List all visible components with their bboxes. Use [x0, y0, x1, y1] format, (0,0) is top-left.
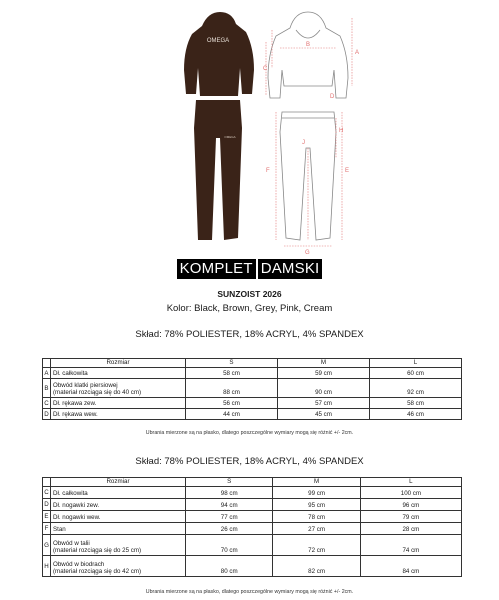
dim-label-c: C [263, 66, 268, 72]
table-row [43, 499, 462, 511]
row-code: H [43, 556, 51, 577]
dim-label-j: J [302, 140, 305, 146]
dim-label-f: F [266, 168, 270, 174]
value-l: 100 cm [360, 487, 461, 499]
product-colors: Kolor: Black, Brown, Grey, Pink, Cream [166, 303, 333, 314]
row-label: Dł. rękawa wew. [51, 409, 186, 420]
row-code: B [43, 379, 51, 398]
row-code: G [43, 535, 51, 556]
value-l: 84 cm [360, 556, 461, 577]
product-photo [184, 12, 254, 240]
table-row [43, 487, 462, 499]
size-header-l: L [360, 478, 461, 487]
row-label [51, 535, 186, 556]
dim-label-g: G [305, 250, 310, 256]
value-l: 92 cm [370, 379, 462, 398]
value-l: 74 cm [360, 535, 461, 556]
dim-label-b: B [306, 42, 311, 48]
value-s: 94 cm [186, 499, 273, 511]
value-m: 45 cm [278, 409, 370, 420]
table-row [43, 398, 462, 409]
product-image-area [180, 8, 394, 256]
measurement-note: Ubrania mierzone są na płasko, dlatego poszczególne wymiary mogą się różnić +/- 2cm. [145, 430, 354, 436]
row-label-main: Obwód w talii [53, 540, 90, 547]
row-label [51, 379, 186, 398]
row-code: C [44, 399, 49, 407]
bottom-size-table [42, 477, 462, 577]
value-s: 44 cm [186, 409, 278, 420]
row-label-main: Obwód w biodrach [53, 561, 105, 568]
bottom-composition: Skład: 78% POLIESTER, 18% ACRYL, 4% SPANDEX [135, 456, 364, 467]
row-label: Dł. nogawki wew. [51, 511, 186, 523]
value-l: 60 cm [370, 368, 462, 379]
value-s: 77 cm [186, 511, 273, 523]
value-s: 26 cm [186, 523, 273, 535]
value-m: 82 cm [273, 556, 360, 577]
row-label-note: (materiał rozciąga się do 40 cm) [53, 389, 142, 396]
row-code: A [44, 369, 49, 377]
value-s: 56 cm [186, 398, 278, 409]
row-label: Stan [51, 523, 186, 535]
table-row [43, 511, 462, 523]
table-row [43, 368, 462, 379]
top-composition: Skład: 78% POLIESTER, 18% ACRYL, 4% SPANDEX [135, 329, 364, 340]
value-s: 88 cm [186, 379, 278, 398]
value-l: 96 cm [360, 499, 461, 511]
value-l: 46 cm [370, 409, 462, 420]
value-l: 28 cm [360, 523, 461, 535]
size-header-s: S [186, 478, 273, 487]
dim-label-h: H [339, 128, 344, 134]
size-header-m: M [278, 359, 370, 368]
table-row [43, 409, 462, 420]
dim-label-a: A [355, 50, 360, 56]
row-code: E [43, 511, 51, 523]
row-label: Dł. całkowita [51, 368, 186, 379]
pants-photo [194, 100, 242, 240]
value-s: 70 cm [186, 535, 273, 556]
size-header-s: S [186, 359, 278, 368]
size-header-l: L [370, 359, 462, 368]
table-header-row [43, 478, 462, 487]
top-size-table [42, 358, 462, 420]
size-header-m: M [273, 478, 360, 487]
value-m: 72 cm [273, 535, 360, 556]
table-row [43, 523, 462, 535]
title-word-1: KOMPLET [177, 259, 256, 279]
dim-label-e: E [345, 168, 350, 174]
value-m: 27 cm [273, 523, 360, 535]
dimension-labels [263, 42, 359, 256]
table-row [43, 379, 462, 398]
row-label: Dł. nogawki zew. [51, 499, 186, 511]
product-name: SUNZOIST 2026 [217, 289, 282, 299]
row-code: D [44, 410, 49, 418]
row-label: Dł. rękawa zew. [51, 398, 186, 409]
value-m: 95 cm [273, 499, 360, 511]
hoodie-photo [184, 12, 254, 96]
row-code: F [43, 523, 51, 535]
value-m: 90 cm [278, 379, 370, 398]
value-m: 57 cm [278, 398, 370, 409]
dim-label-d: D [330, 94, 335, 100]
value-m: 99 cm [273, 487, 360, 499]
value-s: 58 cm [186, 368, 278, 379]
table-corner-cell [43, 359, 51, 368]
size-column-header: Rozmiar [51, 478, 186, 487]
row-code: D [43, 499, 51, 511]
value-l: 79 cm [360, 511, 461, 523]
table-header-row [43, 359, 462, 368]
value-m: 78 cm [273, 511, 360, 523]
value-l: 58 cm [370, 398, 462, 409]
value-s: 80 cm [186, 556, 273, 577]
title-word-2: DAMSKI [258, 259, 323, 279]
row-label-main: Obwód klatki piersiowej [53, 382, 118, 389]
product-illustration [180, 8, 394, 256]
pants-logo: OMEGA [224, 135, 236, 139]
table-corner-cell [43, 478, 51, 487]
value-m: 59 cm [278, 368, 370, 379]
row-label-note: (materiał rozciąga się do 25 cm) [53, 547, 142, 554]
row-label [51, 556, 186, 577]
row-label: Dł. całkowita [51, 487, 186, 499]
row-label-note: (materiał rozciąga się do 42 cm) [53, 568, 142, 575]
hoodie-logo: OMEGA [206, 38, 230, 44]
table-row [43, 535, 462, 556]
measurement-note: Ubrania mierzone są na płasko, dlatego poszczególne wymiary mogą się różnić +/- 2cm. [145, 589, 354, 595]
row-code: C [43, 487, 51, 499]
value-s: 98 cm [186, 487, 273, 499]
table-row [43, 556, 462, 577]
size-column-header: Rozmiar [51, 359, 186, 368]
page-title [0, 259, 499, 279]
